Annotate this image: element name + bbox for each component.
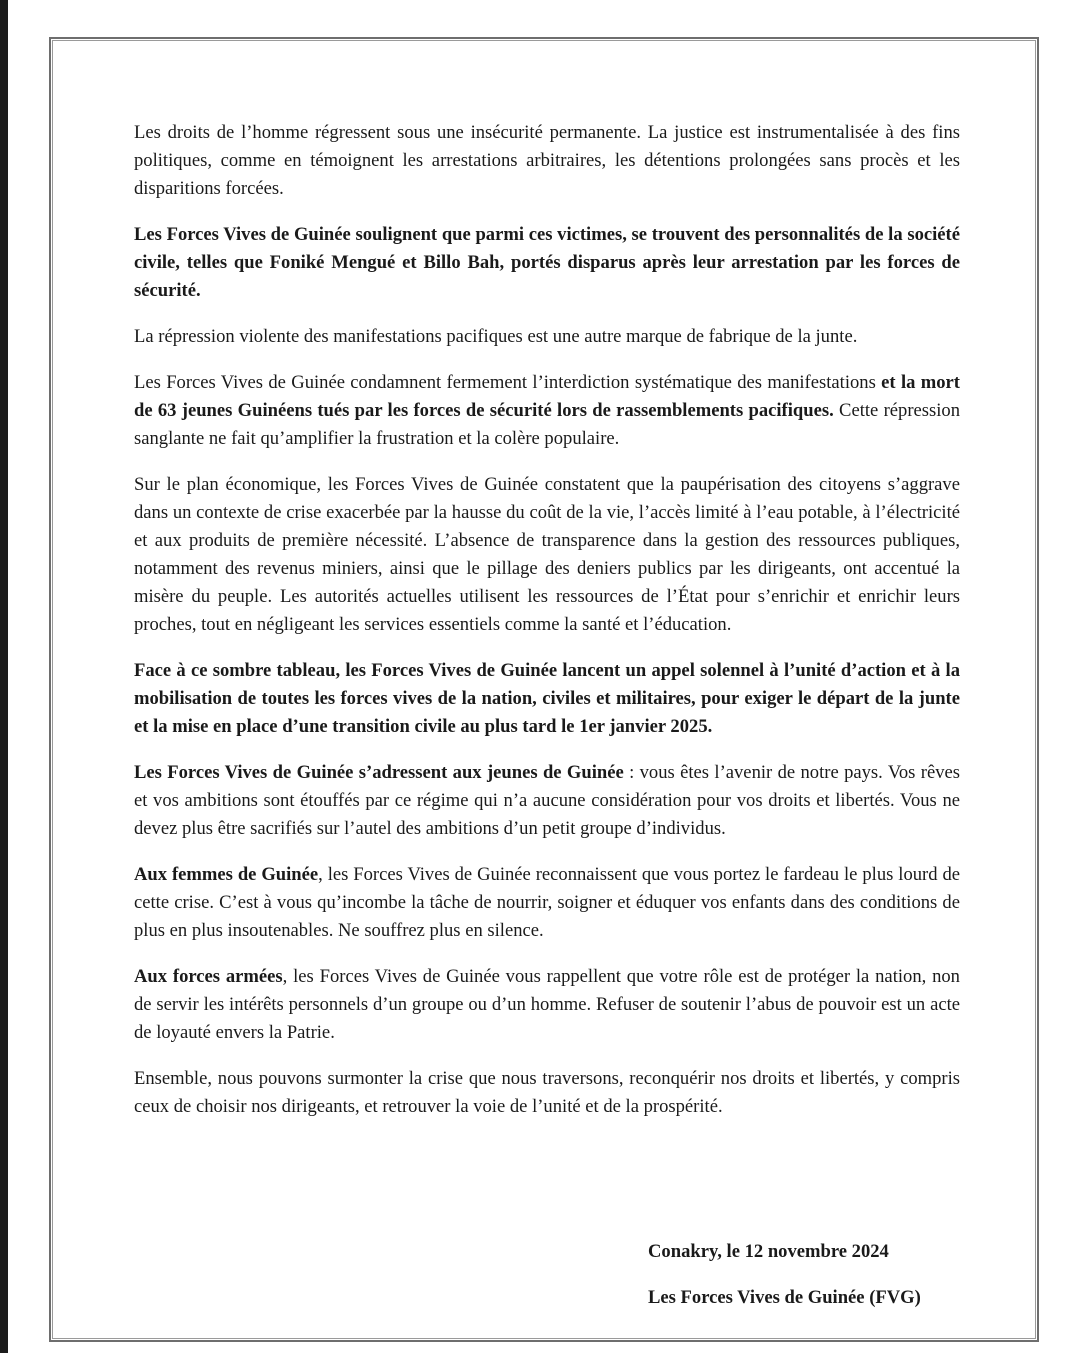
text-segment: , les Forces Vives de Guinée reconnaissent que vous portez le fardeau le plus lourd de cette crise. C’est à vous qu’incombe la tâche de nourrir, soigner et éduquer vos enfants dans des conditions de plus en plus insoutenables. Ne souffrez plus en silence. [134, 864, 960, 941]
author-signature: Les Forces Vives de Guinée (FVG) [648, 1287, 921, 1308]
text-segment-bold: Aux femmes de Guinée [134, 864, 319, 885]
paragraph-droits-homme [134, 119, 960, 203]
paragraph-appel [134, 657, 960, 741]
paragraph-condamnation [134, 369, 960, 453]
document-body [134, 119, 960, 1139]
text-segment-bold: Les Forces Vives de Guinée soulignent que parmi ces victimes, se trouvent des personnalités de la société civile, telles que Foniké Mengué et Billo Bah, portés disparus après leur arrestation par les forces de sécurité. [134, 224, 960, 301]
text-segment: : vous êtes l’avenir de notre pays. Vos rêves et vos ambitions sont étouffés par ce régime qui n’a aucune considération pour vos droits et libertés. Vous ne devez plus être sacrifiés sur l’autel des ambitions d’un petit groupe d’individus. [134, 762, 960, 839]
paragraph-femmes [134, 861, 960, 945]
place-date: Conakry, le 12 novembre 2024 [648, 1241, 889, 1262]
paragraph-repression [134, 323, 960, 351]
paragraph-economie [134, 471, 960, 639]
text-segment: Cette répression sanglante ne fait qu’amplifier la frustration et la colère populaire. [134, 400, 960, 449]
text-segment: Les droits de l’homme régressent sous une insécurité permanente. La justice est instrumentalisée à des fins politiques, comme en témoignent les arrestations arbitraires, les détentions prolongées sans procès et les disparitions forcées. [134, 122, 960, 199]
signature-block [648, 1238, 921, 1330]
text-segment: Ensemble, nous pouvons surmonter la crise que nous traversons, reconquérir nos droits et libertés, y compris ceux de choisir nos dirigeants, et retrouver la voie de l’unité et de la prospérité. [134, 1068, 960, 1117]
left-edge-strip [0, 0, 8, 1353]
text-segment: Sur le plan économique, les Forces Vives de Guinée constatent que la paupérisation des citoyens s’aggrave dans un contexte de crise exacerbée par la hausse du coût de la vie, l’accès limité à l’eau potable, à l’électricité et aux produits de première nécessité. L’absence de transparence dans la gestion des ressources publiques, notamment des revenus miniers, ainsi que le pillage des deniers publics par les dirigeants, ont accentué la misère du peuple. Les autorités actuelles utilisent les ressources de l’État pour s’enrichir et enrichir leurs proches, tout en négligeant les services essentiels comme la santé et l’éducation. [134, 474, 960, 635]
text-segment: La répression violente des manifestations pacifiques est une autre marque de fabrique de la junte. [134, 326, 858, 347]
text-segment: Les Forces Vives de Guinée condamnent fermement l’interdiction systématique des manifestations [134, 372, 882, 393]
paragraph-forces-armees [134, 963, 960, 1047]
text-segment-bold: Les Forces Vives de Guinée s’adressent aux jeunes de Guinée [134, 762, 624, 783]
paragraph-ensemble [134, 1065, 960, 1121]
text-segment-bold: Aux forces armées [134, 966, 283, 987]
text-segment: , les Forces Vives de Guinée vous rappellent que votre rôle est de protéger la nation, non de servir les intérêts personnels d’un groupe ou d’un homme. Refuser de soutenir l’abus de pouvoir est un acte de loyauté envers la Patrie. [134, 966, 960, 1043]
paragraph-jeunes [134, 759, 960, 843]
text-segment-bold: et la mort de 63 jeunes Guinéens tués par les forces de sécurité lors de rassemblements pacifiques. [134, 372, 960, 421]
text-segment-bold: Face à ce sombre tableau, les Forces Vives de Guinée lancent un appel solennel à l’unité d’action et à la mobilisation de toutes les forces vives de la nation, civiles et militaires, pour exiger le départ de la junte et la mise en place d’une transition civile au plus tard le 1er janvier 2025. [134, 660, 960, 737]
paragraph-victimes [134, 221, 960, 305]
